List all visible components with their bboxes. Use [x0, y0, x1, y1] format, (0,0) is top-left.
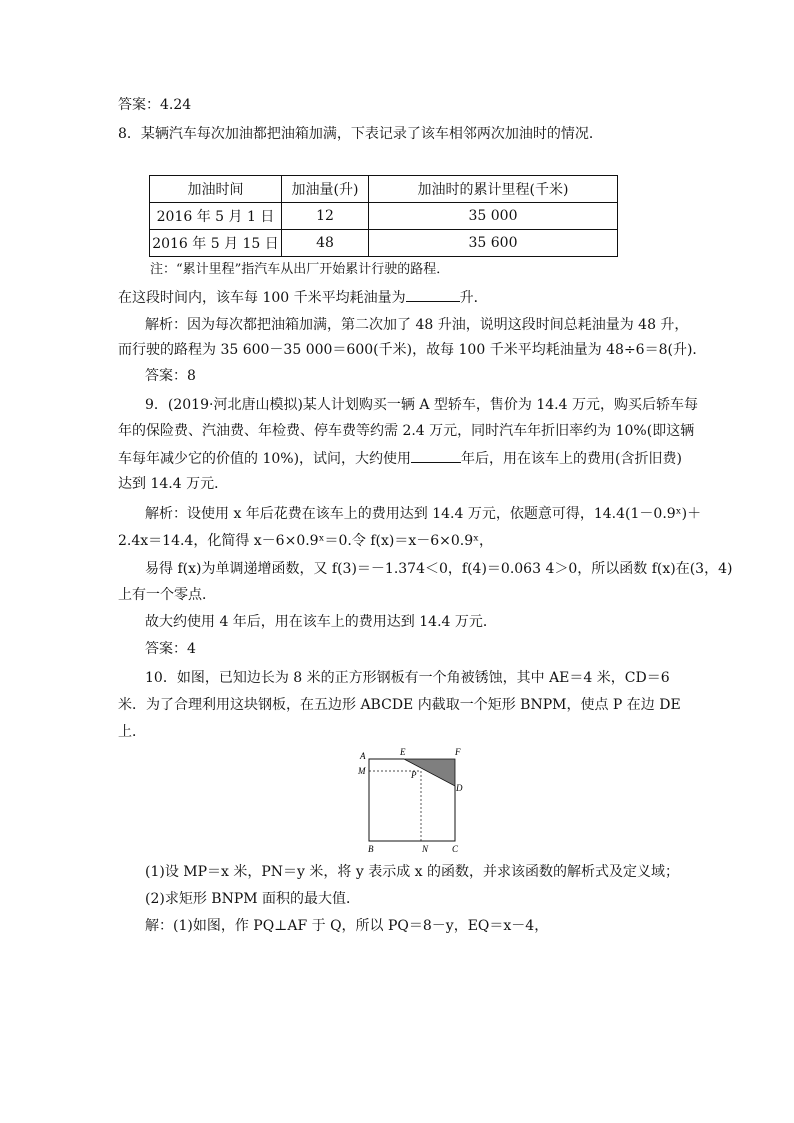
table-header-row [150, 176, 618, 203]
label-b: B [368, 844, 374, 854]
label-e: E [400, 747, 406, 757]
label-n: N [422, 844, 429, 854]
q10-solution: 解：(1)如图，作 PQ⊥AF 于 Q，所以 PQ＝8－y，EQ＝x－4， [145, 918, 549, 934]
q8-answer: 答案：8 [145, 368, 196, 384]
q9-solution-line: 上有一个零点． [118, 587, 216, 603]
table-row [150, 230, 618, 257]
label-f: F [455, 747, 461, 757]
label-d: D [456, 783, 463, 793]
q9-solution-line: 易得 f(x)为单调递增函数，又 f(3)＝－1.374＜0，f(4)＝0.063 4＞0，所以函数 f(x)在(3，4) [145, 561, 733, 577]
table-cell: 35 000 [369, 203, 618, 230]
table-cell: 2016 年 5 月 15 日 [150, 230, 282, 257]
q8-analysis-line: 而行驶的路程为 35 600－35 000＝600(千米)，故每 100 千米平均耗油量为 48÷6＝8(升)． [118, 342, 707, 358]
q10-line: 米．为了合理利用这块钢板，在五边形 ABCDE 内截取一个矩形 BNPM，使点 P 在边 DE [118, 697, 681, 713]
answer-blank [411, 448, 461, 463]
table-cell: 2016 年 5 月 1 日 [150, 203, 282, 230]
q9-line: 达到 14.4 万元． [118, 476, 229, 492]
table-row [150, 203, 618, 230]
fuel-table [149, 175, 618, 257]
q9-line: 9．(2019·河北唐山模拟)某人计划购买一辆 A 型轿车，售价为 14.4 万元，购买后轿车每 [145, 397, 698, 413]
answer-blank [406, 287, 460, 302]
q9-line [118, 448, 682, 469]
q9-solution-line: 2.4x＝14.4，化简得 x－6×0.9ˣ＝0.令 f(x)＝x－6×0.9ˣ， [118, 533, 494, 549]
q8-analysis-line: 解析：因为每次都把油箱加满，第二次加了 48 升油，说明这段时间总耗油量为 48 升， [145, 317, 689, 333]
label-m: M [358, 766, 366, 776]
q8-ask [118, 287, 488, 308]
table-cell: 12 [282, 203, 369, 230]
q10-part: (2)求矩形 BNPM 面积的最大值． [145, 891, 361, 907]
table-note: 注：“累计里程”指汽车从出厂开始累计行驶的路程． [150, 262, 450, 277]
q10-line: 10．如图，已知边长为 8 米的正方形钢板有一个角被锈蚀，其中 AE＝4 米，CD＝6 [145, 670, 670, 686]
q10-line: 上． [118, 724, 146, 740]
q9-line-text: 年后，用在该车上的费用(含折旧费) [461, 451, 682, 467]
label-p: P [411, 770, 417, 780]
q9-solution-line: 故大约使用 4 年后，用在该车上的费用达到 14.4 万元． [145, 614, 497, 630]
table-cell: 35 600 [369, 230, 618, 257]
q8-ask-text: 在这段时间内，该车每 100 千米平均耗油量为 [118, 290, 406, 306]
table-header: 加油时间 [150, 176, 282, 203]
q7-answer: 答案：4.24 [118, 97, 192, 113]
square-plate-figure [340, 740, 480, 855]
table-header: 加油量(升) [282, 176, 369, 203]
q8-question: 8．某辆汽车每次加油都把油箱加满，下表记录了该车相邻两次加油时的情况． [118, 126, 603, 142]
q8-ask-unit: 升． [459, 290, 488, 306]
table-cell: 48 [282, 230, 369, 257]
q9-line-text: 车每年减少它的价值的 10%)，试问，大约使用 [118, 451, 412, 467]
label-a: A [360, 751, 366, 761]
q10-part: (1)设 MP＝x 米，PN＝y 米，将 y 表示成 x 的函数，并求该函数的解析式及定义域； [145, 864, 680, 880]
q9-solution-line: 解析：设使用 x 年后花费在该车上的费用达到 14.4 万元，依题意可得，14.4(1－0.9ˣ)＋ [145, 506, 702, 522]
q9-line: 年的保险费、汽油费、年检费、停车费等约需 2.4 万元，同时汽车年折旧率约为 10%(即这辆 [118, 423, 695, 439]
table-header: 加油时的累计里程(千米) [369, 176, 618, 203]
label-c: C [452, 844, 459, 854]
q9-answer: 答案：4 [145, 641, 196, 657]
